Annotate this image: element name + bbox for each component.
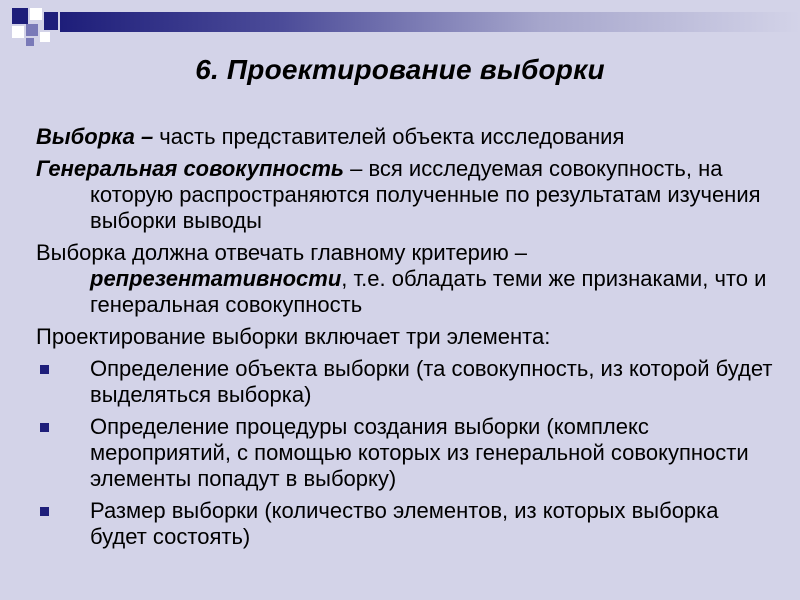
square-bullet-icon [40,507,49,516]
representativeness-intro: Выборка должна отвечать главному критерию – [36,240,528,265]
deco-square-white-1 [30,8,42,20]
square-bullet-icon [40,423,49,432]
deco-square-white-2 [12,26,24,38]
deco-square-dark-2 [44,12,58,30]
paragraph-population-definition [36,156,780,234]
bullet-text: Размер выборки (количество элементов, из которых выборка будет состоять) [90,498,719,549]
paragraph-representativeness [36,240,780,318]
representativeness-explanation: , т.е. обладать теми же признаками, что и генеральная совокупность [90,266,767,317]
term-representativeness: репрезентативности [90,266,342,291]
bullet-text: Определение процедуры создания выборки (комплекс мероприятий, с помощью которых из генеральной совокупности элементы попадут в выборку) [90,414,749,491]
term-sample: Выборка – [36,124,154,149]
definition-sample: часть представителей объекта исследования [153,124,625,149]
definition-population: – вся исследуемая совокупность, на которую распространяются полученные по результатам изучения выборки выводы [90,156,761,233]
deco-square-mid-1 [26,24,38,36]
elements-intro-text: Проектирование выборки включает три элемента: [36,324,551,349]
term-population: Генеральная совокупность [36,156,344,181]
list-item [36,414,780,492]
slide-content [36,124,780,556]
bullet-text: Определение объекта выборки (та совокупность, из которой будет выделяться выборка) [90,356,773,407]
deco-square-dark-1 [12,8,28,24]
paragraph-sample-definition [36,124,780,150]
deco-square-white-3 [40,32,50,42]
header-gradient-bar [60,12,800,32]
slide-title: 6. Проектирование выборки [195,54,605,85]
deco-square-mid-2 [26,38,34,46]
list-item [36,356,780,408]
paragraph-elements-intro [36,324,780,350]
square-bullet-icon [40,365,49,374]
list-item [36,498,780,550]
